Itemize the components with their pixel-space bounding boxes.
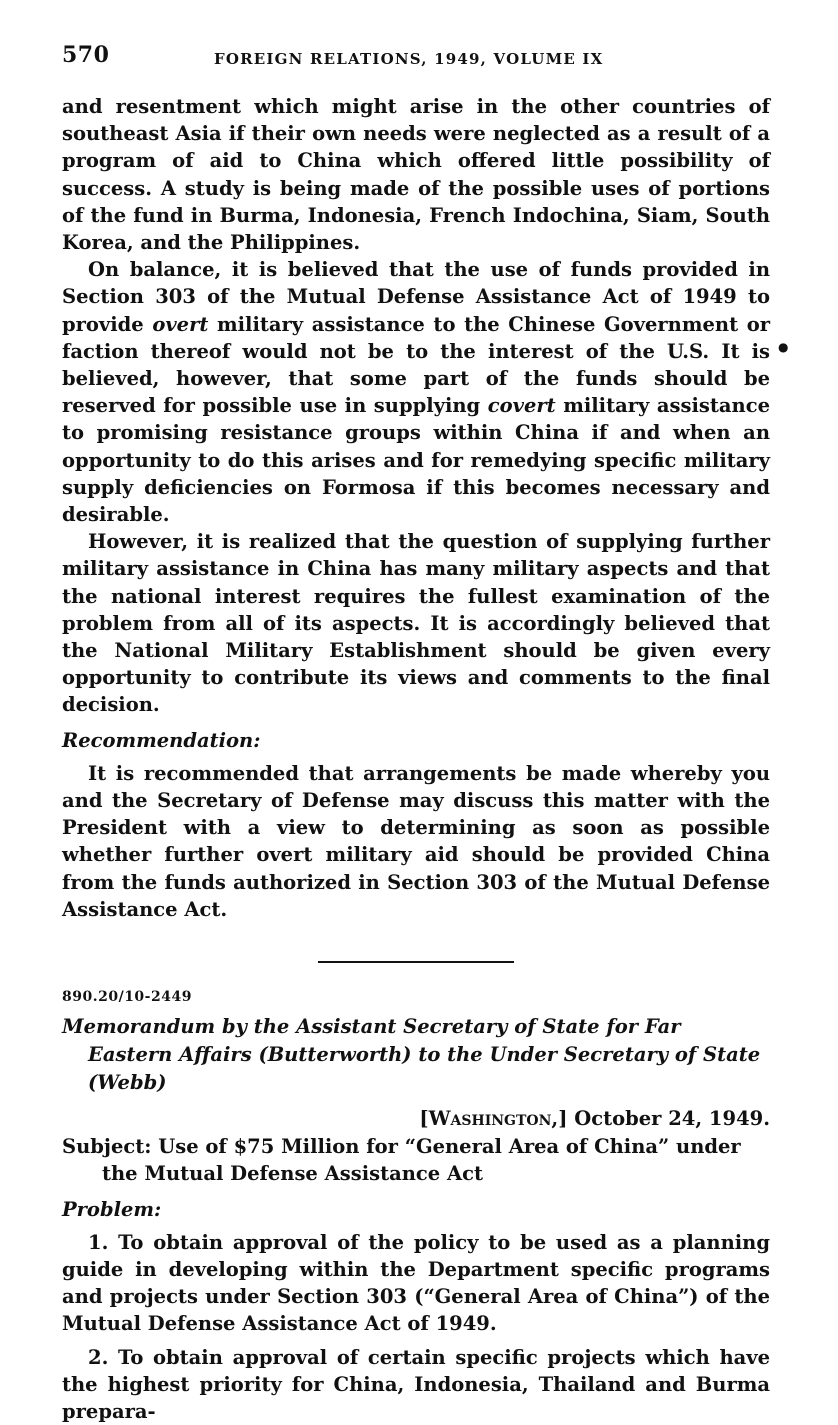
memo-title: Memorandum by the Assistant Secretary of State for Far Eastern Affairs (Butterworth) to the Under Secretary of State (Webb) [62,1015,761,1095]
section-divider [318,961,514,963]
page-header [62,42,762,82]
memo-subject: Subject: Use of $75 Million for “General Area of China” under the Mutual Defense Assistance Act [62,1135,741,1186]
problem-heading: Problem: [62,1197,162,1221]
paragraph-continued: and resentment which might arise in the other countries of southeast Asia if their own needs were neglected as a result of a program of aid to China which offered little possibility of success. A study is being made of the possible uses of portions of the fund in Burma, Indonesia, French Indochina, Siam, South Korea, and the Philippines. [62,95,770,255]
text-run: On balance, it is believed that the use of funds provided in Section 303 of the Mutual Defense Assistance Act of 1949 to provide [62,258,770,336]
file-number: 890.20/10-2449 [62,989,192,1006]
paragraph-recommendation: It is recommended that arrangements be made whereby you and the Secretary of Defense may discuss this matter with the President with a view to determining as soon as possible whether further overt military aid should be provided China from the funds authorized in Section 303 of the Mutual Defense Assistance Act. [62,761,770,921]
emphasis-overt: overt [152,312,209,336]
recommendation-heading: Recommendation: [62,728,261,752]
dateline-place: [Washington,] [419,1107,568,1131]
paragraph-however: However, it is realized that the question of supplying further military assistance in China has many military aspects and that the national interest requires the fullest examination of the problem from all of its aspects. It is accordingly believed that the National Military Establishment should be given every opportunity to contribute its views and comments to the final decision. [62,530,770,717]
dateline-date: October 24, 1949. [567,1107,770,1131]
page-number: 570 [62,42,110,68]
margin-bullet-icon: ● [778,340,789,354]
problem-item-2: 2. To obtain approval of certain specific projects which have the highest priority for China, Indonesia, Thailand and Burma prepara- [62,1345,770,1423]
text-run: military assistance to promising resistance groups within China if and when an opportunity to do this arises and for remedying specific military supply deficiencies on Formosa if this becomes necessary and desirable. [62,394,770,527]
dateline [62,1105,770,1133]
paragraph-on-balance [62,256,770,528]
text-run: military assistance to the Chinese Government or faction thereof would not be to the interest of the U.S. It is believed, however, that some part of the funds should be reserved for possible use in supplying [62,312,770,418]
page-body [62,93,770,1425]
running-head: FOREIGN RELATIONS, 1949, VOLUME IX [214,50,604,68]
emphasis-covert: covert [487,394,556,418]
problem-item-1: 1. To obtain approval of the policy to be used as a planning guide in developing within the Department specific programs and projects under Section 303 (“General Area of China”) of the Mutual Defense Assistance Act of 1949. [62,1230,770,1336]
